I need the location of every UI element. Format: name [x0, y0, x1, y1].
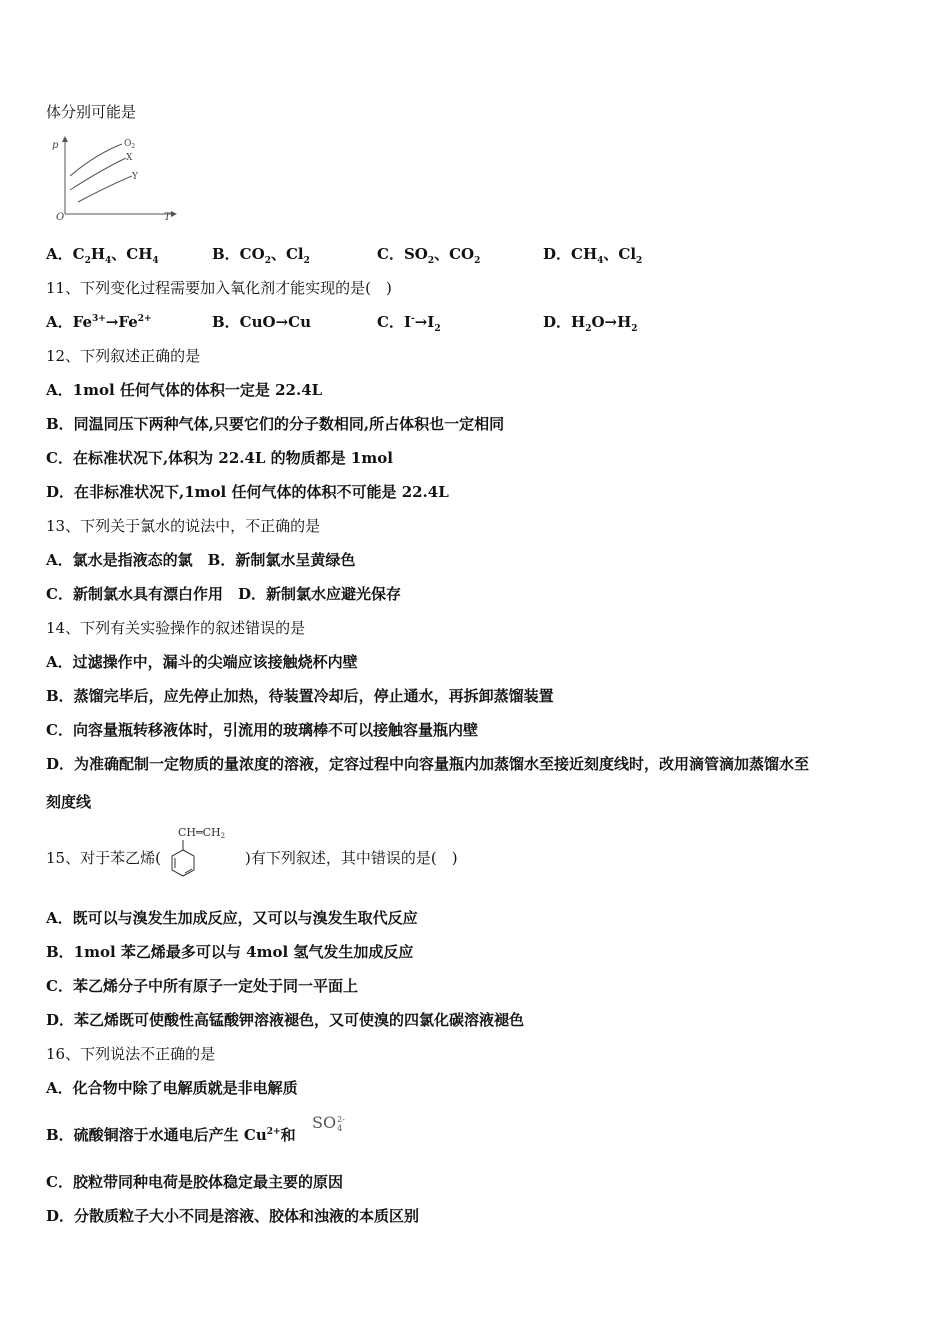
q15-option-d: D．苯乙烯既可使酸性高锰酸钾溶液褪色，又可使溴的四氯化碳溶液褪色 — [46, 1011, 525, 1029]
q14-stem: 14、下列有关实验操作的叙述错误的是 — [46, 619, 306, 637]
q15-stem-after: )有下列叙述，其中错误的是( ) — [245, 849, 458, 867]
q11-option-d: D．$H_2O\to H_2$ — [543, 313, 638, 334]
q14-option-b: B．蒸馏完毕后，应先停止加热，待装置冷却后，停止通水，再拆卸蒸馏装置 — [46, 687, 554, 705]
q11-stem: 11、下列变化过程需要加入氧化剂才能实现的是( ) — [46, 279, 392, 297]
q12-option-c: C．在标准状况下,体积为 22.4L 的物质都是 1mol — [46, 449, 393, 467]
graph-o2-sub: 2 — [131, 143, 136, 150]
graph-o2-label: O — [124, 139, 132, 149]
graph-p-label: p — [52, 140, 59, 151]
q13-options-ab: A．氯水是指液态的氯 B．新制氯水呈黄绿色 — [46, 551, 356, 569]
q14-option-c: C．向容量瓶转移液体时，引流用的玻璃棒不可以接触容量瓶内壁 — [46, 721, 478, 739]
q14-option-a: A．过滤操作中，漏斗的尖端应该接触烧杯内壁 — [46, 653, 358, 671]
intro-text: 体分别可能是 — [46, 103, 137, 121]
q11-option-c: C．$I^-\to I_2$ — [377, 313, 441, 334]
q10-option-c: C．$SO_2$、$CO_2$ — [377, 245, 481, 266]
q13-stem: 13、下列关于氯水的说法中，不正确的是 — [46, 517, 321, 535]
pressure-temperature-graph — [46, 134, 186, 224]
q16-option-a: A．化合物中除了电解质就是非电解质 — [46, 1079, 298, 1097]
q13-options-cd: C．新制氯水具有漂白作用 D．新制氯水应避光保存 — [46, 585, 401, 603]
styrene-structure — [166, 822, 246, 888]
q16-option-b: B．硫酸铜溶于水通电后产生 $Cu^{2+}$和 — [46, 1126, 296, 1144]
svg-text:O2 — [124, 139, 135, 150]
q10-option-a: A．$C_2H_4$、$CH_4$ — [46, 245, 159, 266]
q12-option-b: B．同温同压下两种气体,只要它们的分子数相同,所占体积也一定相同 — [46, 415, 505, 433]
graph-origin-label: O — [56, 212, 65, 223]
q12-option-d: D．在非标准状况下,1mol 任何气体的体积不可能是 22.4L — [46, 483, 449, 501]
q16-option-c: C．胶粒带同种电荷是胶体稳定最主要的原因 — [46, 1173, 343, 1191]
q15-option-c: C．苯乙烯分子中所有原子一定处于同一平面上 — [46, 977, 358, 995]
styrene-vinyl-label: CH═CH — [178, 826, 221, 839]
styrene-vinyl-sub: 2 — [220, 832, 226, 840]
q15-stem-before: 15、对于苯乙烯( — [46, 849, 161, 867]
sulfate-ion: SO 2- 4 — [312, 1113, 345, 1133]
svg-text:CH═CH2 — [178, 826, 225, 840]
q16-option-d: D．分散质粒子大小不同是溶液、胶体和浊液的本质区别 — [46, 1207, 420, 1225]
graph-y-label: Y — [132, 172, 138, 182]
q12-option-a: A．1mol 任何气体的体积一定是 22.4L — [46, 381, 323, 399]
q14-option-d-continued: 刻度线 — [46, 793, 92, 811]
graph-t-label: T — [164, 212, 171, 223]
q16-stem: 16、下列说法不正确的是 — [46, 1045, 216, 1063]
q11-option-a: A．$Fe^{3+}\to Fe^{2+}$ — [46, 313, 152, 331]
q12-stem: 12、下列叙述正确的是 — [46, 347, 201, 365]
graph-x-label: X — [126, 153, 133, 163]
q15-option-b: B．1mol 苯乙烯最多可以与 4mol 氢气发生加成反应 — [46, 943, 414, 961]
q11-option-b: B．CuO→Cu — [212, 313, 312, 331]
q10-option-d: D．$CH_4$、$Cl_2$ — [543, 245, 643, 266]
q10-option-b: B．$CO_2$、$Cl_2$ — [212, 245, 310, 266]
q15-option-a: A．既可以与溴发生加成反应，又可以与溴发生取代反应 — [46, 909, 418, 927]
q14-option-d: D．为准确配制一定物质的量浓度的溶液，定容过程中向容量瓶内加蒸馏水至接近刻度线时，改用滴管滴加蒸馏水至 — [46, 755, 810, 773]
